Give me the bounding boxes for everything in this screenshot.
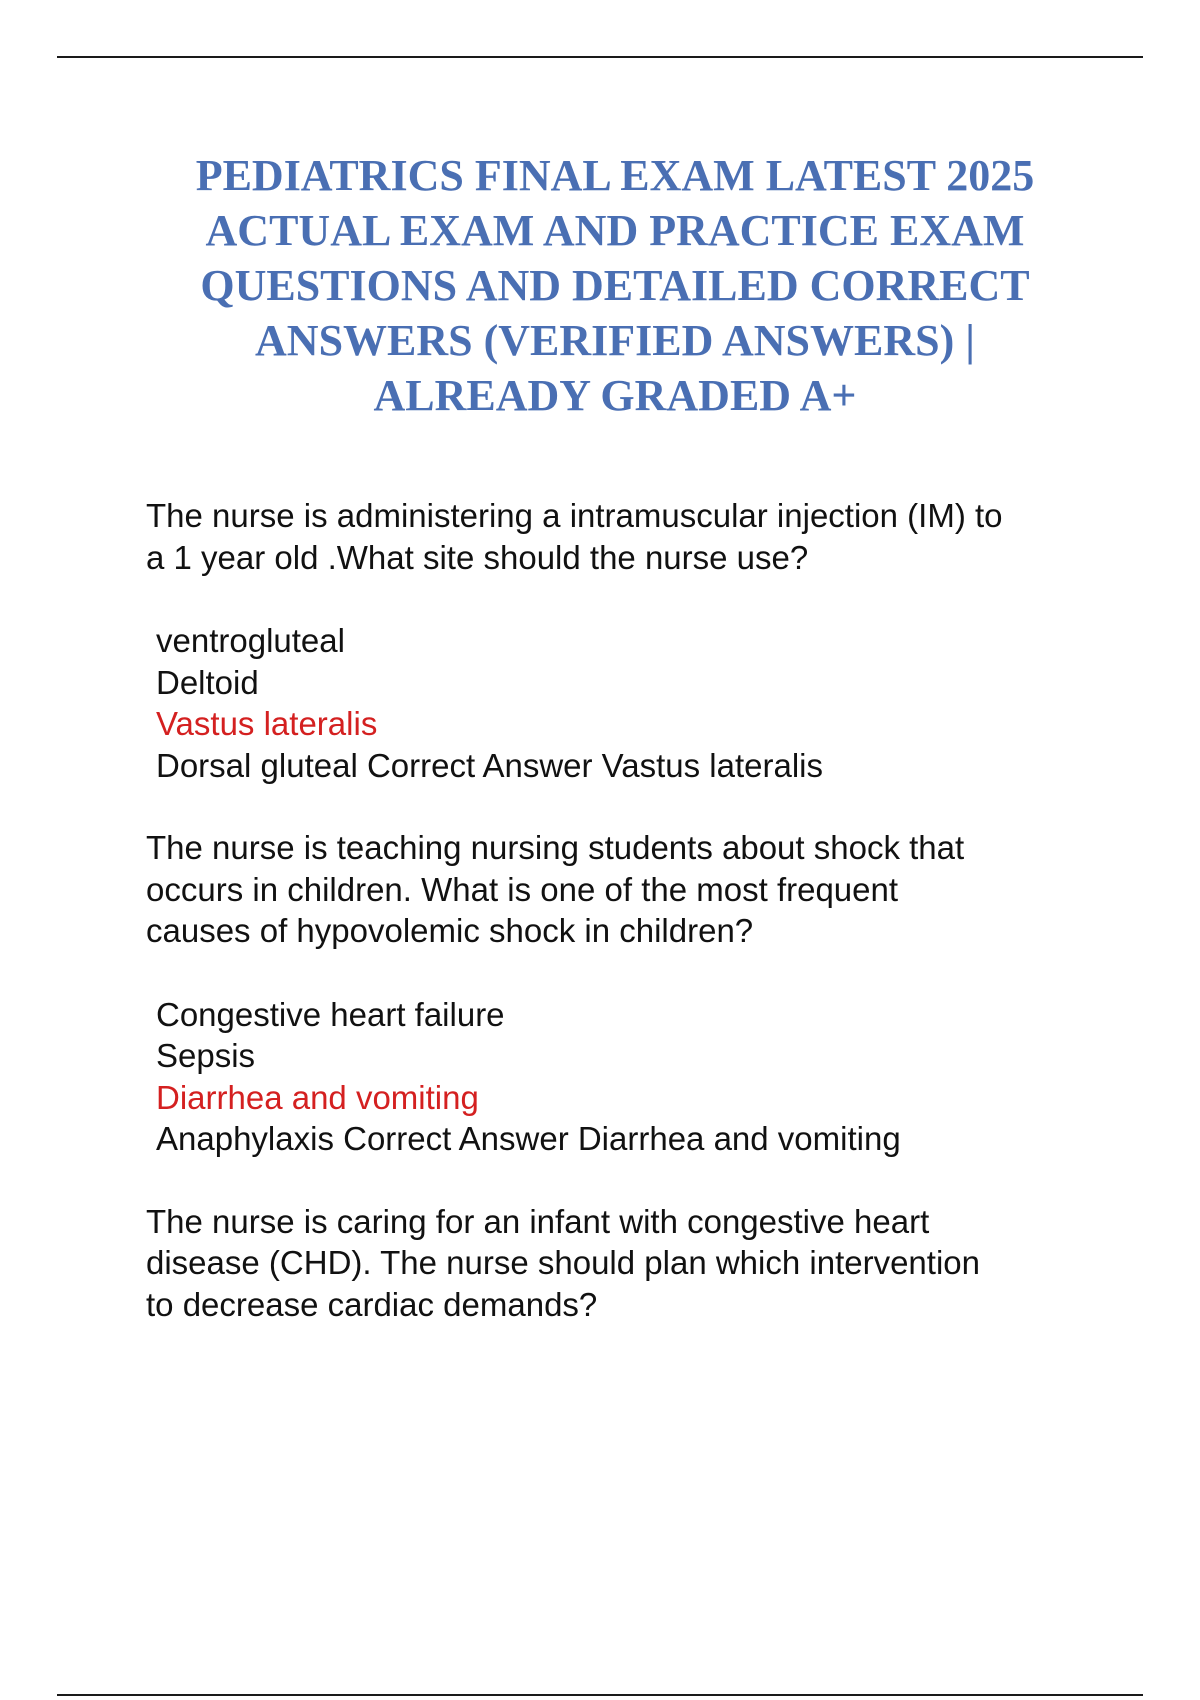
- answer-option: Deltoid: [156, 663, 259, 701]
- answer-option-with-key: Dorsal gluteal Correct Answer Vastus lateralis: [156, 746, 823, 784]
- question-line: to decrease cardiac demands?: [146, 1285, 598, 1323]
- title-line: QUESTIONS AND DETAILED CORRECT: [200, 261, 1030, 310]
- question-2: [146, 827, 1106, 952]
- bottom-rule: [57, 1694, 1143, 1696]
- correct-answer-option: Vastus lateralis: [156, 705, 378, 742]
- document-body: [146, 495, 1106, 1367]
- document-title: [120, 148, 1110, 423]
- title-line: PEDIATRICS FINAL EXAM LATEST 2025: [195, 151, 1035, 200]
- title-line: ANSWERS (VERIFIED ANSWERS) |: [255, 316, 975, 365]
- question-line: a 1 year old .What site should the nurse use?: [146, 538, 809, 576]
- answer-option: Congestive heart failure: [156, 995, 505, 1033]
- title-line: ACTUAL EXAM AND PRACTICE EXAM: [205, 206, 1025, 255]
- question-line: The nurse is caring for an infant with congestive heart: [146, 1202, 930, 1240]
- answer-options-2: [146, 994, 1106, 1160]
- answer-options-1: [146, 620, 1106, 786]
- answer-option: Sepsis: [156, 1037, 256, 1074]
- top-rule: [57, 56, 1143, 58]
- title-line: ALREADY GRADED A+: [373, 371, 857, 420]
- question-line: disease (CHD). The nurse should plan which intervention: [146, 1244, 980, 1281]
- question-1: [146, 495, 1106, 578]
- correct-answer-option: Diarrhea and vomiting: [156, 1078, 479, 1116]
- question-line: The nurse is teaching nursing students about shock that: [146, 829, 965, 866]
- question-line: The nurse is administering a intramuscular injection (IM) to: [146, 497, 1003, 534]
- answer-option-with-key: Anaphylaxis Correct Answer Diarrhea and vomiting: [156, 1120, 901, 1157]
- question-3: [146, 1201, 1106, 1326]
- answer-option: ventrogluteal: [156, 622, 345, 659]
- question-line: causes of hypovolemic shock in children?: [146, 912, 754, 949]
- question-line: occurs in children. What is one of the most frequent: [146, 870, 899, 908]
